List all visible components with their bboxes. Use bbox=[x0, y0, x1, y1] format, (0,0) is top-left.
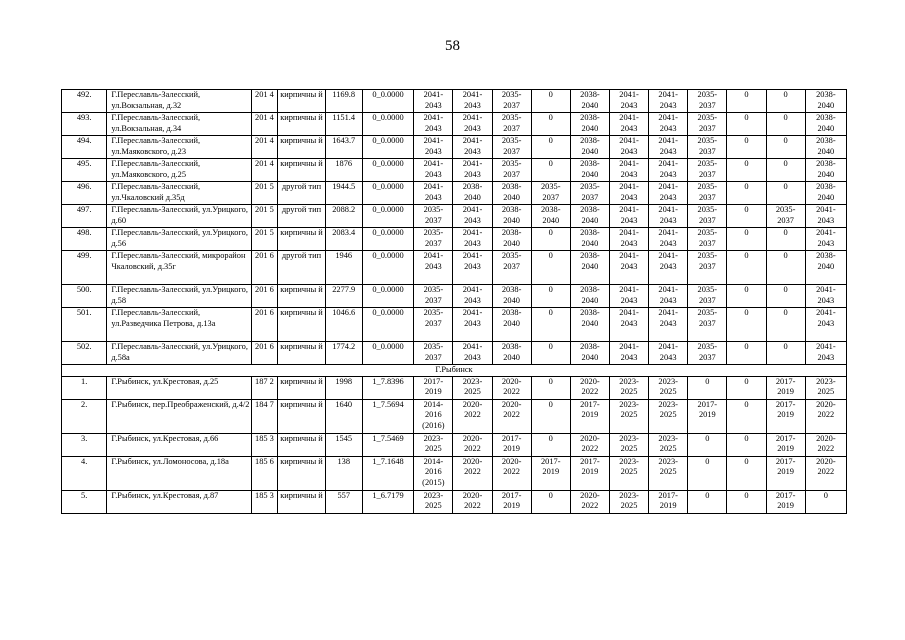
table-cell: 0 bbox=[727, 433, 766, 456]
table-cell: 2017- 2019 bbox=[492, 490, 531, 513]
table-cell: 557 bbox=[325, 490, 362, 513]
table-cell: 2041- 2043 bbox=[453, 205, 492, 228]
table-cell: 2017- 2019 bbox=[766, 490, 805, 513]
table-cell: 0 bbox=[727, 308, 766, 342]
table-cell: 2017- 2019 bbox=[649, 490, 688, 513]
table-cell: 2038- 2040 bbox=[570, 136, 609, 159]
section-row bbox=[62, 365, 847, 377]
table-cell: 184 7 bbox=[251, 399, 278, 433]
table-cell: 2035- 2037 bbox=[688, 342, 727, 365]
table-cell: 2041- 2043 bbox=[649, 285, 688, 308]
table-cell: 0 bbox=[727, 399, 766, 433]
table-cell: 0 bbox=[766, 136, 805, 159]
table-cell: 2041- 2043 bbox=[453, 159, 492, 182]
table-cell: 2035- 2037 bbox=[688, 90, 727, 113]
table-cell: 2017- 2019 bbox=[766, 376, 805, 399]
table-cell: кирпичны й bbox=[278, 342, 325, 365]
row-number-cell: 495. bbox=[62, 159, 107, 182]
table-cell: 2041- 2043 bbox=[609, 228, 648, 251]
table-cell: 2041- 2043 bbox=[609, 90, 648, 113]
table-cell: 0 bbox=[766, 251, 805, 285]
table-cell: другой тип bbox=[278, 182, 325, 205]
table-cell: 0 bbox=[531, 251, 570, 285]
table-cell: 0 bbox=[727, 376, 766, 399]
table-cell: 2035- 2037 bbox=[492, 159, 531, 182]
table-cell: 185 3 bbox=[251, 490, 278, 513]
table-cell: 0 bbox=[531, 90, 570, 113]
table-cell: 0 bbox=[727, 342, 766, 365]
table-cell: 2017- 2019 bbox=[414, 376, 453, 399]
table-cell: 0_0.0000 bbox=[362, 228, 414, 251]
table-cell: 1151.4 bbox=[325, 113, 362, 136]
table-cell: кирпичны й bbox=[278, 159, 325, 182]
address-cell: Г.Переславль-Залесский, ул.Урицкого, д.56 bbox=[107, 228, 251, 251]
table-cell: кирпичны й bbox=[278, 228, 325, 251]
table-cell: 2017- 2019 bbox=[688, 399, 727, 433]
table-cell: 0 bbox=[766, 113, 805, 136]
table-cell: 2020- 2022 bbox=[453, 399, 492, 433]
table-cell: 0 bbox=[766, 90, 805, 113]
table-cell: 2038- 2040 bbox=[805, 136, 846, 159]
table-cell: 2041- 2043 bbox=[805, 205, 846, 228]
table-cell: 2020- 2022 bbox=[570, 490, 609, 513]
address-cell: Г.Рыбинск, ул.Ломоносова, д.18а bbox=[107, 456, 251, 490]
table-cell: 2041- 2043 bbox=[649, 182, 688, 205]
table-cell: 2041- 2043 bbox=[649, 205, 688, 228]
table-row bbox=[62, 285, 847, 308]
table-cell: 201 5 bbox=[251, 182, 278, 205]
table-cell: 1944.5 bbox=[325, 182, 362, 205]
table-cell: 201 6 bbox=[251, 285, 278, 308]
table-cell: 2035- 2037 bbox=[688, 182, 727, 205]
table-cell: 0_0.0000 bbox=[362, 159, 414, 182]
table-cell: 0_0.0000 bbox=[362, 182, 414, 205]
table-cell: 1876 bbox=[325, 159, 362, 182]
table-cell: 2035- 2037 bbox=[766, 205, 805, 228]
table-cell: 0 bbox=[766, 342, 805, 365]
table-cell: 0 bbox=[727, 182, 766, 205]
table-cell: 2017- 2019 bbox=[570, 456, 609, 490]
table-cell: 2041- 2043 bbox=[414, 159, 453, 182]
table-cell: 2023- 2025 bbox=[609, 456, 648, 490]
table-cell: 201 4 bbox=[251, 90, 278, 113]
address-cell: Г.Переславль-Залесский, ул.Разведчика Петрова, д.13а bbox=[107, 308, 251, 342]
table-cell: 2035- 2037 bbox=[688, 228, 727, 251]
table-cell: 0 bbox=[688, 376, 727, 399]
table-cell: 201 6 bbox=[251, 251, 278, 285]
table-cell: 187 2 bbox=[251, 376, 278, 399]
table-cell: 138 bbox=[325, 456, 362, 490]
row-number-cell: 501. bbox=[62, 308, 107, 342]
table-cell: 2041- 2043 bbox=[453, 285, 492, 308]
table-cell: 2035- 2037 bbox=[492, 136, 531, 159]
table-cell: 2041- 2043 bbox=[805, 342, 846, 365]
table-cell: кирпичны й bbox=[278, 456, 325, 490]
table-row bbox=[62, 159, 847, 182]
row-number-cell: 1. bbox=[62, 376, 107, 399]
table-cell: 2038- 2040 bbox=[570, 285, 609, 308]
table-cell: 0 bbox=[766, 228, 805, 251]
table-cell: 2035- 2037 bbox=[414, 308, 453, 342]
row-number-cell: 492. bbox=[62, 90, 107, 113]
table-cell: 2017- 2019 bbox=[531, 456, 570, 490]
table-cell: 1640 bbox=[325, 399, 362, 433]
table-cell: 2041- 2043 bbox=[649, 228, 688, 251]
table-cell: 2017- 2019 bbox=[766, 456, 805, 490]
table-cell: 2041- 2043 bbox=[805, 228, 846, 251]
table-cell: 2041- 2043 bbox=[414, 113, 453, 136]
address-cell: Г.Переславль-Залесский, ул.Чкаловский д.35д bbox=[107, 182, 251, 205]
table-cell: 2023- 2025 bbox=[453, 376, 492, 399]
row-number-cell: 4. bbox=[62, 456, 107, 490]
address-cell: Г.Рыбинск, ул.Крестовая, д.66 bbox=[107, 433, 251, 456]
table-cell: 2023- 2025 bbox=[414, 490, 453, 513]
table-cell: 0_0.0000 bbox=[362, 136, 414, 159]
table-cell: 2041- 2043 bbox=[453, 251, 492, 285]
table-cell: 2083.4 bbox=[325, 228, 362, 251]
row-number-cell: 3. bbox=[62, 433, 107, 456]
table-cell: 185 3 bbox=[251, 433, 278, 456]
table-cell: 201 6 bbox=[251, 308, 278, 342]
table-cell: 2038- 2040 bbox=[492, 228, 531, 251]
table-cell: 2020- 2022 bbox=[805, 456, 846, 490]
table-cell: 2038- 2040 bbox=[570, 205, 609, 228]
table-cell: 0 bbox=[531, 159, 570, 182]
table-cell: 2041- 2043 bbox=[649, 159, 688, 182]
table-cell: 2041- 2043 bbox=[414, 182, 453, 205]
table-cell: 0 bbox=[766, 308, 805, 342]
table-cell: 2035- 2037 bbox=[531, 182, 570, 205]
table-row bbox=[62, 90, 847, 113]
table-cell: 0_0.0000 bbox=[362, 113, 414, 136]
row-number-cell: 5. bbox=[62, 490, 107, 513]
table-cell: 2023- 2025 bbox=[649, 399, 688, 433]
table-cell: 2023- 2025 bbox=[649, 433, 688, 456]
table-cell: 2038- 2040 bbox=[570, 90, 609, 113]
table-cell: 201 6 bbox=[251, 342, 278, 365]
table-cell: 2020- 2022 bbox=[453, 490, 492, 513]
table-row bbox=[62, 228, 847, 251]
row-number-cell: 494. bbox=[62, 136, 107, 159]
table-cell: 2041- 2043 bbox=[453, 342, 492, 365]
table-row bbox=[62, 113, 847, 136]
table-cell: 2035- 2037 bbox=[688, 251, 727, 285]
address-cell: Г.Переславль-Залесский, ул.Урицкого, д.60 bbox=[107, 205, 251, 228]
table-cell: 2035- 2037 bbox=[570, 182, 609, 205]
table-cell: 2023- 2025 bbox=[805, 376, 846, 399]
row-number-cell: 499. bbox=[62, 251, 107, 285]
table-cell: 2038- 2040 bbox=[492, 205, 531, 228]
table-cell: кирпичны й bbox=[278, 399, 325, 433]
table-cell: 2035- 2037 bbox=[688, 308, 727, 342]
table-row bbox=[62, 490, 847, 513]
table-cell: 0 bbox=[688, 433, 727, 456]
table-cell: 2041- 2043 bbox=[414, 136, 453, 159]
table-cell: 2020- 2022 bbox=[805, 399, 846, 433]
table-cell: 2023- 2025 bbox=[609, 433, 648, 456]
table-cell: 2035- 2037 bbox=[414, 228, 453, 251]
address-cell: Г.Рыбинск, ул.Крестовая, д.25 bbox=[107, 376, 251, 399]
address-cell: Г.Переславль-Залесский, ул.Маяковского, д.23 bbox=[107, 136, 251, 159]
table-row bbox=[62, 456, 847, 490]
row-number-cell: 2. bbox=[62, 399, 107, 433]
table-cell: 0_0.0000 bbox=[362, 205, 414, 228]
table-cell: 2041- 2043 bbox=[609, 159, 648, 182]
table-cell: 2041- 2043 bbox=[453, 136, 492, 159]
section-title: Г.Рыбинск bbox=[62, 365, 847, 377]
table-cell: 0 bbox=[727, 136, 766, 159]
table-cell: 0 bbox=[531, 433, 570, 456]
table-body-pereslavl bbox=[62, 90, 847, 365]
table-cell: 0 bbox=[766, 182, 805, 205]
table-cell: 2023- 2025 bbox=[609, 490, 648, 513]
table-cell: 2041- 2043 bbox=[609, 182, 648, 205]
table-cell: 1_7.5694 bbox=[362, 399, 414, 433]
table-cell: 2041- 2043 bbox=[609, 113, 648, 136]
table-cell: 2020- 2022 bbox=[570, 433, 609, 456]
table-cell: 2038- 2040 bbox=[570, 342, 609, 365]
address-cell: Г.Переславль-Залесский, ул.Урицкого, д.58 bbox=[107, 285, 251, 308]
table-cell: 2020- 2022 bbox=[570, 376, 609, 399]
table-cell: 2041- 2043 bbox=[805, 308, 846, 342]
table-cell: 1998 bbox=[325, 376, 362, 399]
table-cell: 0 bbox=[727, 228, 766, 251]
table-cell: 2038- 2040 bbox=[570, 308, 609, 342]
table-cell: 2035- 2037 bbox=[492, 113, 531, 136]
table-cell: 0 bbox=[531, 342, 570, 365]
table-row bbox=[62, 182, 847, 205]
row-number-cell: 502. bbox=[62, 342, 107, 365]
table-cell: 2035- 2037 bbox=[492, 251, 531, 285]
table-cell: 2035- 2037 bbox=[688, 205, 727, 228]
table-cell: 201 4 bbox=[251, 113, 278, 136]
table-row bbox=[62, 399, 847, 433]
row-number-cell: 493. bbox=[62, 113, 107, 136]
table-cell: 2041- 2043 bbox=[609, 251, 648, 285]
table-cell: 0_0.0000 bbox=[362, 285, 414, 308]
page-number: 58 bbox=[445, 38, 460, 54]
table-cell: кирпичны й bbox=[278, 113, 325, 136]
table-cell: 2038- 2040 bbox=[805, 90, 846, 113]
table-cell: 1545 bbox=[325, 433, 362, 456]
table-cell: 0_0.0000 bbox=[362, 308, 414, 342]
table-cell: 1_7.8396 bbox=[362, 376, 414, 399]
table-cell: 201 5 bbox=[251, 228, 278, 251]
table-cell: 185 6 bbox=[251, 456, 278, 490]
table-cell: 1774.2 bbox=[325, 342, 362, 365]
table-cell: 0 bbox=[531, 136, 570, 159]
table-cell: 0 bbox=[727, 456, 766, 490]
table-cell: 0 bbox=[688, 456, 727, 490]
table-row bbox=[62, 205, 847, 228]
table-row bbox=[62, 433, 847, 456]
address-cell: Г.Переславль-Залесский, ул.Урицкого, д.58а bbox=[107, 342, 251, 365]
table-cell: кирпичны й bbox=[278, 90, 325, 113]
table-cell: 2041- 2043 bbox=[649, 342, 688, 365]
table-cell: 0 bbox=[727, 205, 766, 228]
table-cell: 2038- 2040 bbox=[492, 182, 531, 205]
table-cell: 2041- 2043 bbox=[649, 113, 688, 136]
table-cell: 0 bbox=[766, 285, 805, 308]
table-cell: 1046.6 bbox=[325, 308, 362, 342]
table-cell: 0_0.0000 bbox=[362, 342, 414, 365]
table-cell: 2038- 2040 bbox=[492, 342, 531, 365]
table-cell: 2041- 2043 bbox=[453, 113, 492, 136]
table-cell: 2017- 2019 bbox=[766, 433, 805, 456]
row-number-cell: 500. bbox=[62, 285, 107, 308]
table-cell: 2035- 2037 bbox=[688, 159, 727, 182]
table-cell: 2038- 2040 bbox=[805, 251, 846, 285]
table-cell: другой тип bbox=[278, 205, 325, 228]
table-cell: 2038- 2040 bbox=[570, 113, 609, 136]
table-row bbox=[62, 251, 847, 285]
address-cell: Г.Переславль-Залесский, ул.Маяковского, д.25 bbox=[107, 159, 251, 182]
address-cell: Г.Рыбинск, пер.Преображенский, д.4/2 bbox=[107, 399, 251, 433]
table-cell: 2035- 2037 bbox=[414, 205, 453, 228]
table-cell: 2035- 2037 bbox=[414, 285, 453, 308]
table-cell: 2041- 2043 bbox=[649, 90, 688, 113]
table-cell: 0 bbox=[531, 113, 570, 136]
table-cell: 1_6.7179 bbox=[362, 490, 414, 513]
table-cell: 2038- 2040 bbox=[805, 159, 846, 182]
table-cell: 2020- 2022 bbox=[492, 456, 531, 490]
table-cell: 201 4 bbox=[251, 136, 278, 159]
table-cell: 2023- 2025 bbox=[609, 376, 648, 399]
table-cell: 0 bbox=[531, 376, 570, 399]
table-cell: 1_7.5469 bbox=[362, 433, 414, 456]
table-cell: 1946 bbox=[325, 251, 362, 285]
address-cell: Г.Рыбинск, ул.Крестовая, д.87 bbox=[107, 490, 251, 513]
table-cell: 2020- 2022 bbox=[492, 376, 531, 399]
table-cell: 1_7.1648 bbox=[362, 456, 414, 490]
table-row bbox=[62, 342, 847, 365]
table-cell: 2041- 2043 bbox=[609, 205, 648, 228]
table-cell: кирпичны й bbox=[278, 308, 325, 342]
table-cell: 0 bbox=[727, 90, 766, 113]
table-cell: 2041- 2043 bbox=[649, 251, 688, 285]
table-cell: 2088.2 bbox=[325, 205, 362, 228]
table-cell: 2035- 2037 bbox=[688, 285, 727, 308]
table-cell: 2038- 2040 bbox=[492, 285, 531, 308]
table-cell: 2023- 2025 bbox=[609, 399, 648, 433]
table-cell: 2038- 2040 bbox=[531, 205, 570, 228]
table-cell: 2041- 2043 bbox=[609, 308, 648, 342]
row-number-cell: 498. bbox=[62, 228, 107, 251]
table-cell: 2041- 2043 bbox=[453, 90, 492, 113]
row-number-cell: 497. bbox=[62, 205, 107, 228]
table-cell: 0_0.0000 bbox=[362, 90, 414, 113]
table-cell: 2038- 2040 bbox=[805, 182, 846, 205]
table-cell: 2041- 2043 bbox=[609, 136, 648, 159]
table-cell: 2038- 2040 bbox=[492, 308, 531, 342]
address-cell: Г.Переславль-Залесский, микрорайон Чкаловский, д.35г bbox=[107, 251, 251, 285]
table-cell: кирпичны й bbox=[278, 490, 325, 513]
table-cell: 2017- 2019 bbox=[766, 399, 805, 433]
table-cell: 0_0.0000 bbox=[362, 251, 414, 285]
table-cell: 2023- 2025 bbox=[649, 456, 688, 490]
table-cell: 2041- 2043 bbox=[609, 285, 648, 308]
table-cell: 2020- 2022 bbox=[453, 456, 492, 490]
table-cell: 2038- 2040 bbox=[805, 113, 846, 136]
table-cell: другой тип bbox=[278, 251, 325, 285]
row-number-cell: 496. bbox=[62, 182, 107, 205]
table-cell: кирпичны й bbox=[278, 285, 325, 308]
table-cell: 2020- 2022 bbox=[805, 433, 846, 456]
table-cell: 2041- 2043 bbox=[453, 228, 492, 251]
table-cell: 0 bbox=[727, 490, 766, 513]
table-cell: 2041- 2043 bbox=[649, 308, 688, 342]
table-cell: 0 bbox=[531, 285, 570, 308]
table-cell: кирпичны й bbox=[278, 136, 325, 159]
table-cell: 2038- 2040 bbox=[453, 182, 492, 205]
table-cell: 2014- 2016 (2015) bbox=[414, 456, 453, 490]
table-cell: 2041- 2043 bbox=[649, 136, 688, 159]
table-cell: 2038- 2040 bbox=[570, 228, 609, 251]
table-cell: 0 bbox=[531, 399, 570, 433]
table-cell: 201 4 bbox=[251, 159, 278, 182]
table-row bbox=[62, 376, 847, 399]
address-cell: Г.Переславль-Залесский, ул.Вокзальная, д.32 bbox=[107, 90, 251, 113]
table-cell: 2020- 2022 bbox=[453, 433, 492, 456]
table-cell: 2020- 2022 bbox=[492, 399, 531, 433]
table-cell: 0 bbox=[805, 490, 846, 513]
table-row bbox=[62, 308, 847, 342]
table-cell: 2277.9 bbox=[325, 285, 362, 308]
table-cell: 0 bbox=[688, 490, 727, 513]
table-cell: 0 bbox=[727, 285, 766, 308]
table-cell: 2035- 2037 bbox=[414, 342, 453, 365]
address-cell: Г.Переславль-Залесский, ул.Вокзальная, д.34 bbox=[107, 113, 251, 136]
table-cell: кирпичны й bbox=[278, 376, 325, 399]
table-cell: 2041- 2043 bbox=[414, 90, 453, 113]
table-cell: 1643.7 bbox=[325, 136, 362, 159]
table-cell: 2023- 2025 bbox=[414, 433, 453, 456]
housing-table bbox=[61, 89, 847, 514]
table-cell: 2035- 2037 bbox=[492, 90, 531, 113]
table-cell: 2035- 2037 bbox=[688, 113, 727, 136]
table-cell: 2017- 2019 bbox=[492, 433, 531, 456]
table-cell: 2041- 2043 bbox=[609, 342, 648, 365]
table-cell: 0 bbox=[727, 251, 766, 285]
table-cell: 201 5 bbox=[251, 205, 278, 228]
table-cell: 2038- 2040 bbox=[570, 159, 609, 182]
table-cell: 0 bbox=[727, 113, 766, 136]
table-cell: 2041- 2043 bbox=[414, 251, 453, 285]
table-cell: 2035- 2037 bbox=[688, 136, 727, 159]
table-cell: 0 bbox=[727, 159, 766, 182]
table-cell: 0 bbox=[531, 228, 570, 251]
table-cell: 2041- 2043 bbox=[805, 285, 846, 308]
table-cell: 2038- 2040 bbox=[570, 251, 609, 285]
table-cell: 0 bbox=[531, 490, 570, 513]
table-body-rybinsk bbox=[62, 376, 847, 513]
table-cell: 2017- 2019 bbox=[570, 399, 609, 433]
table-cell: 1169.8 bbox=[325, 90, 362, 113]
table-cell: 2014- 2016 (2016) bbox=[414, 399, 453, 433]
table-cell: 2041- 2043 bbox=[453, 308, 492, 342]
table-cell: 2023- 2025 bbox=[649, 376, 688, 399]
table-cell: кирпичны й bbox=[278, 433, 325, 456]
table-row bbox=[62, 136, 847, 159]
table-cell: 0 bbox=[766, 159, 805, 182]
table-cell: 0 bbox=[531, 308, 570, 342]
